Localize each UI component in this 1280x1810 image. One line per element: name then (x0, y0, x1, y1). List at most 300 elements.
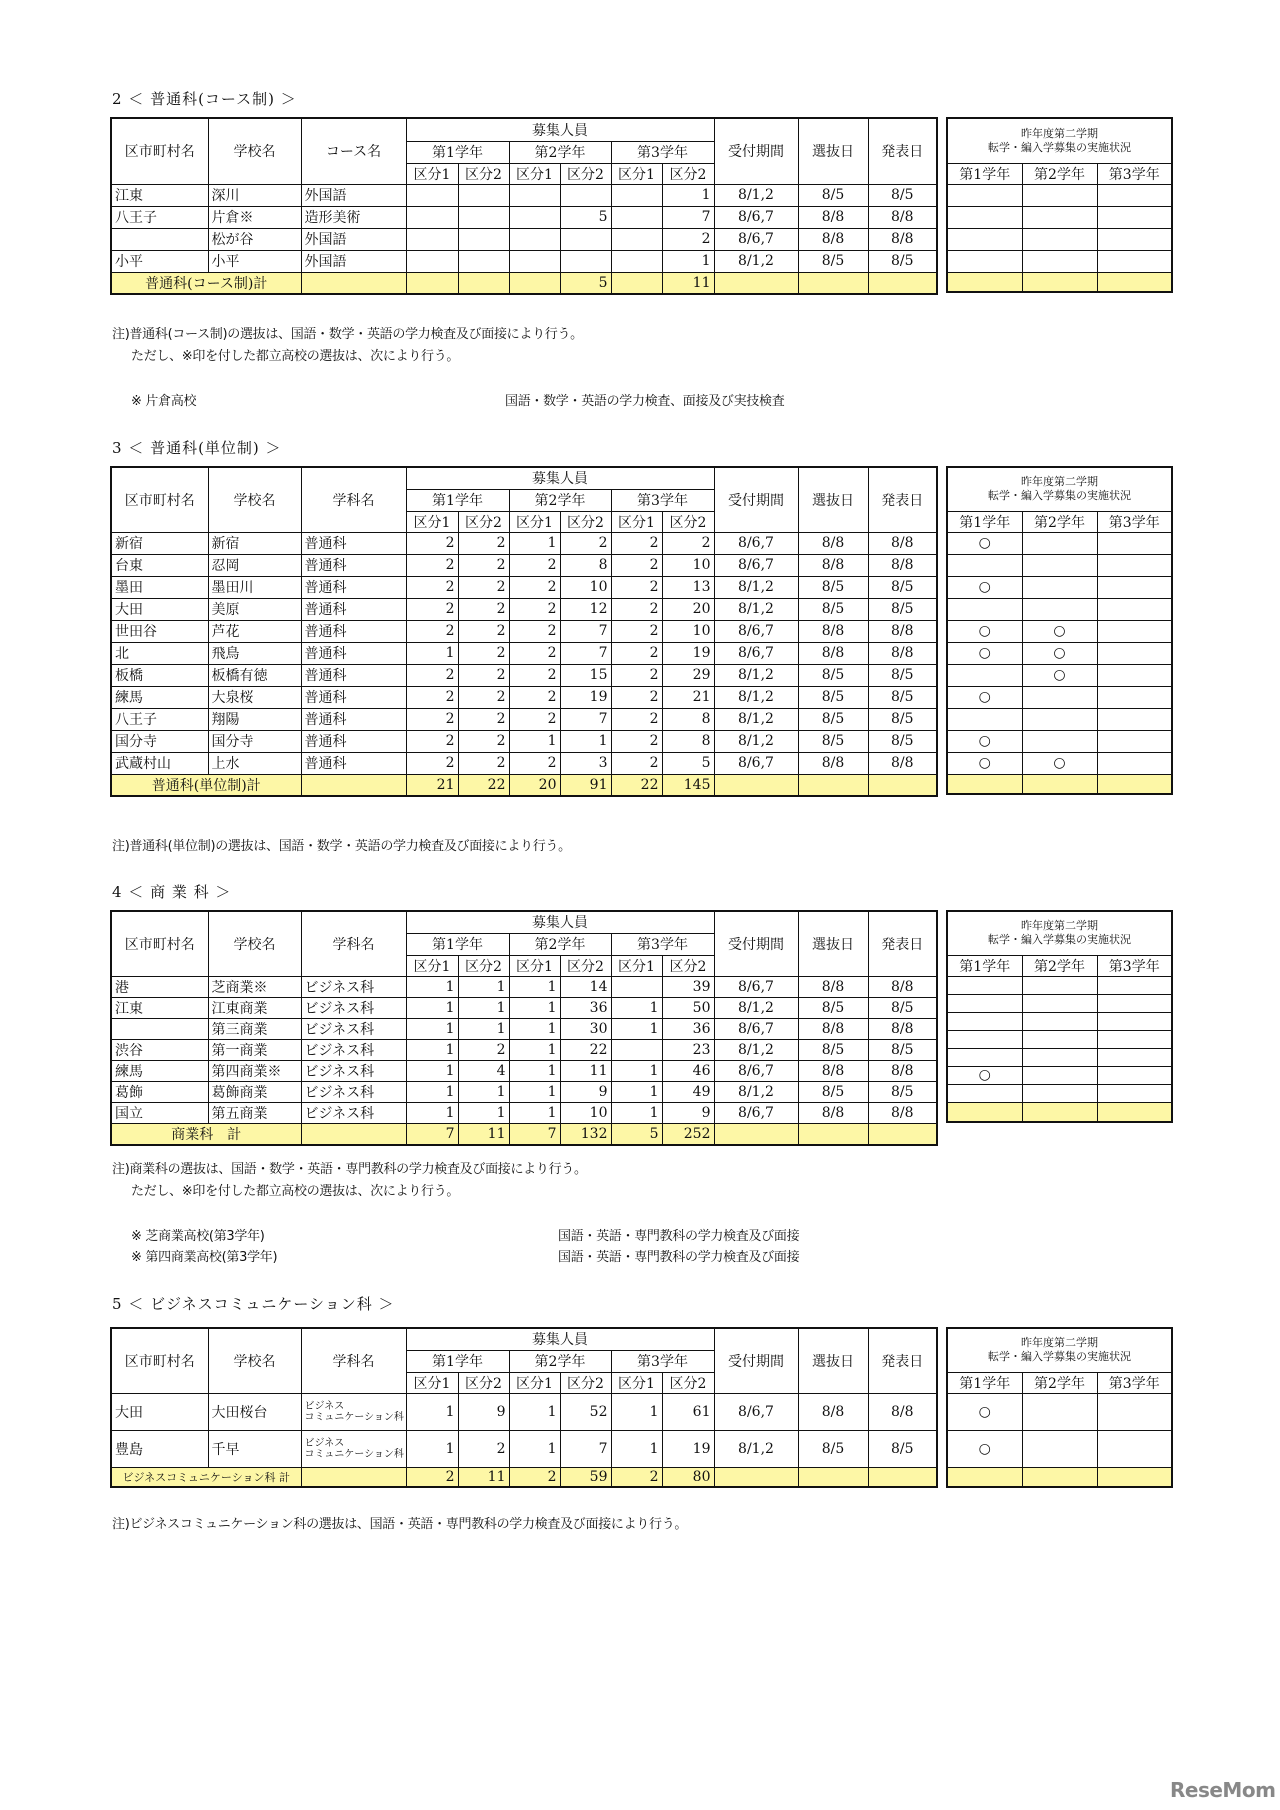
header-kubun1: 区分1 (406, 1372, 458, 1393)
total-blank (868, 1467, 937, 1487)
header-municipality: 区市町村名 (111, 118, 208, 184)
status-mark (1022, 1084, 1097, 1102)
cell-reception: 8/1,2 (714, 997, 798, 1018)
header-dept: 学科名 (301, 911, 406, 976)
cell-count: 2 (406, 686, 458, 708)
cell-count: 36 (560, 997, 611, 1018)
cell-municipality: 台東 (111, 554, 208, 576)
cell-count (406, 228, 458, 250)
header-grade1: 第1学年 (947, 1372, 1022, 1393)
cell-count: 12 (560, 598, 611, 620)
cell-school: 芝商業※ (208, 976, 301, 997)
status-mark: ○ (947, 576, 1022, 598)
header-municipality: 区市町村名 (111, 467, 208, 532)
status-mark (947, 184, 1022, 206)
status-mark (947, 206, 1022, 228)
total-blank (1022, 1102, 1097, 1122)
status-mark (947, 976, 1022, 994)
status-mark (1022, 598, 1097, 620)
header-recruit: 募集人員 (406, 118, 714, 141)
cell-selection: 8/5 (798, 1039, 868, 1060)
cell-count: 1 (509, 1393, 560, 1430)
table-row (111, 708, 937, 730)
cell-selection: 8/5 (798, 250, 868, 272)
cell-count (509, 184, 560, 206)
cell-count: 2 (406, 532, 458, 554)
status-mark (1097, 1430, 1172, 1467)
status-mark (1097, 994, 1172, 1012)
status-mark (1097, 184, 1172, 206)
dept-line: コミュニケーション科 (304, 1448, 404, 1460)
status-mark (1097, 1048, 1172, 1066)
status-table (946, 910, 1173, 1123)
status-total-row (947, 774, 1172, 794)
header-municipality: 区市町村名 (111, 911, 208, 976)
cell-count: 1 (406, 976, 458, 997)
status-mark (947, 994, 1022, 1012)
cell-count: 2 (509, 598, 560, 620)
status-row (947, 250, 1172, 272)
total-count: 22 (458, 774, 509, 796)
cell-count: 2 (406, 620, 458, 642)
cell-course: 普通科 (301, 598, 406, 620)
header-kubun1: 区分1 (509, 955, 560, 976)
total-blank (714, 272, 798, 294)
header-reception: 受付期間 (714, 911, 798, 976)
cell-count: 7 (560, 1430, 611, 1467)
total-count: 252 (662, 1123, 714, 1145)
status-mark (1097, 664, 1172, 686)
cell-count: 1 (458, 976, 509, 997)
cell-count: 2 (611, 576, 662, 598)
cell-municipality (111, 228, 208, 250)
cell-reception: 8/6,7 (714, 1018, 798, 1039)
cell-announce: 8/8 (868, 976, 937, 997)
header-school: 学校名 (208, 1328, 301, 1393)
table-row (111, 206, 937, 228)
status-row (947, 730, 1172, 752)
header-school: 学校名 (208, 467, 301, 532)
cell-count: 2 (509, 620, 560, 642)
header-grade3: 第3学年 (1097, 1372, 1172, 1393)
cell-count: 1 (406, 997, 458, 1018)
cell-count: 2 (509, 642, 560, 664)
header-kubun2: 区分2 (458, 163, 509, 184)
header-selection: 選抜日 (798, 118, 868, 184)
cell-count: 1 (509, 1081, 560, 1102)
cell-count: 2 (611, 708, 662, 730)
header-kubun1: 区分1 (406, 511, 458, 532)
cell-selection: 8/5 (798, 576, 868, 598)
cell-count: 1 (458, 1018, 509, 1039)
status-mark (1097, 730, 1172, 752)
cell-count: 1 (406, 1393, 458, 1430)
cell-course: 普通科 (301, 642, 406, 664)
cell-municipality: 葛飾 (111, 1081, 208, 1102)
total-blank (301, 1123, 406, 1145)
cell-announce: 8/5 (868, 576, 937, 598)
header-selection: 選抜日 (798, 1328, 868, 1393)
cell-course: ビジネス科 (301, 1060, 406, 1081)
cell-school: 上水 (208, 752, 301, 774)
total-blank (301, 272, 406, 294)
header-announce: 発表日 (868, 1328, 937, 1393)
status-total-row (947, 1467, 1172, 1487)
cell-announce: 8/5 (868, 997, 937, 1018)
header-school: 学校名 (208, 118, 301, 184)
total-row (111, 272, 937, 294)
status-mark: ○ (947, 752, 1022, 774)
status-mark (947, 1084, 1022, 1102)
cell-count: 20 (662, 598, 714, 620)
cell-course: 普通科 (301, 576, 406, 598)
cell-school: 松が谷 (208, 228, 301, 250)
cell-count: 1 (458, 1102, 509, 1123)
status-mark (1097, 1393, 1172, 1430)
cell-announce: 8/8 (868, 642, 937, 664)
status-mark (1097, 976, 1172, 994)
header-kubun2: 区分2 (458, 511, 509, 532)
table-row (111, 752, 937, 774)
cell-count: 2 (458, 576, 509, 598)
cell-announce: 8/8 (868, 1393, 937, 1430)
header-status: 昨年度第二学期 転学・編入学募集の実施状況 (947, 911, 1172, 955)
header-kubun2: 区分2 (560, 1372, 611, 1393)
cell-count: 2 (509, 664, 560, 686)
total-count: 80 (662, 1467, 714, 1487)
cell-municipality: 渋谷 (111, 1039, 208, 1060)
header-kubun2: 区分2 (662, 163, 714, 184)
status-row (947, 228, 1172, 250)
header-grade2: 第2学年 (509, 933, 611, 955)
status-mark (1097, 686, 1172, 708)
recruitment-table (110, 117, 938, 295)
header-grade3: 第3学年 (611, 489, 714, 511)
cell-count: 2 (509, 686, 560, 708)
cell-course: 普通科 (301, 532, 406, 554)
status-mark (1097, 532, 1172, 554)
cell-municipality: 豊島 (111, 1430, 208, 1467)
status-row (947, 976, 1172, 994)
total-blank (947, 774, 1022, 794)
cell-school: 江東商業 (208, 997, 301, 1018)
cell-count: 1 (406, 1081, 458, 1102)
cell-municipality: 練馬 (111, 686, 208, 708)
total-blank (947, 1102, 1022, 1122)
cell-count (509, 206, 560, 228)
table-row (111, 686, 937, 708)
header-recruit: 募集人員 (406, 911, 714, 933)
header-announce: 発表日 (868, 911, 937, 976)
total-blank (1097, 272, 1172, 292)
cell-count: 23 (662, 1039, 714, 1060)
cell-count (611, 1039, 662, 1060)
status-row (947, 1012, 1172, 1030)
cell-selection: 8/5 (798, 664, 868, 686)
cell-course: 造形美術 (301, 206, 406, 228)
cell-count: 50 (662, 997, 714, 1018)
total-count: 11 (662, 272, 714, 294)
cell-count: 2 (560, 532, 611, 554)
cell-count: 2 (611, 532, 662, 554)
cell-count: 52 (560, 1393, 611, 1430)
resemom-logo: ReseMom (1170, 1778, 1276, 1802)
cell-count: 2 (458, 642, 509, 664)
status-mark (1097, 598, 1172, 620)
cell-reception: 8/6,7 (714, 206, 798, 228)
cell-municipality: 練馬 (111, 1060, 208, 1081)
cell-course: 普通科 (301, 554, 406, 576)
cell-count: 2 (458, 752, 509, 774)
cell-reception: 8/1,2 (714, 664, 798, 686)
cell-count: 1 (509, 1018, 560, 1039)
cell-count: 10 (662, 620, 714, 642)
cell-school: 板橋有徳 (208, 664, 301, 686)
status-row (947, 664, 1172, 686)
cell-announce: 8/8 (868, 228, 937, 250)
cell-reception: 8/6,7 (714, 1060, 798, 1081)
table-row (111, 1430, 937, 1467)
cell-selection: 8/8 (798, 554, 868, 576)
cell-count: 2 (406, 752, 458, 774)
cell-count: 1 (406, 1430, 458, 1467)
cell-count: 2 (458, 730, 509, 752)
cell-school: 忍岡 (208, 554, 301, 576)
total-blank (868, 774, 937, 796)
cell-count (611, 184, 662, 206)
status-mark: ○ (947, 730, 1022, 752)
status-row (947, 1048, 1172, 1066)
status-mark (1097, 228, 1172, 250)
header-grade1: 第1学年 (947, 955, 1022, 976)
total-blank (868, 272, 937, 294)
status-mark: ○ (1022, 752, 1097, 774)
cell-count: 1 (406, 1018, 458, 1039)
total-count: 2 (611, 1467, 662, 1487)
cell-count: 2 (509, 708, 560, 730)
header-grade3: 第3学年 (1097, 955, 1172, 976)
header-dept: 学科名 (301, 467, 406, 532)
cell-count: 46 (662, 1060, 714, 1081)
cell-selection: 8/5 (798, 708, 868, 730)
header-grade3: 第3学年 (611, 1350, 714, 1372)
header-announce: 発表日 (868, 118, 937, 184)
cell-count: 1 (509, 1102, 560, 1123)
table-row (111, 228, 937, 250)
table-row (111, 664, 937, 686)
table-row (111, 976, 937, 997)
cell-count: 1 (509, 1430, 560, 1467)
cell-course: ビジネス科 (301, 976, 406, 997)
status-mark: ○ (947, 1393, 1022, 1430)
status-mark (1022, 184, 1097, 206)
status-mark (1097, 708, 1172, 730)
status-row (947, 532, 1172, 554)
cell-announce: 8/8 (868, 752, 937, 774)
table-row (111, 1039, 937, 1060)
status-mark (1022, 730, 1097, 752)
status-mark (1097, 576, 1172, 598)
header-kubun1: 区分1 (509, 511, 560, 532)
cell-count: 2 (611, 554, 662, 576)
status-row (947, 1030, 1172, 1048)
cell-reception: 8/6,7 (714, 752, 798, 774)
status-mark (1097, 554, 1172, 576)
cell-course: 普通科 (301, 752, 406, 774)
status-mark (1022, 206, 1097, 228)
note: 注)普通科(単位制)の選抜は、国語・数学・英語の学力検査及び面接により行う。 (112, 839, 571, 854)
total-blank (1097, 1467, 1172, 1487)
cell-reception: 8/1,2 (714, 730, 798, 752)
status-mark: ○ (947, 1430, 1022, 1467)
status-mark (947, 1012, 1022, 1030)
cell-count: 1 (509, 730, 560, 752)
cell-course: 普通科 (301, 730, 406, 752)
cell-count: 19 (662, 642, 714, 664)
status-mark (947, 250, 1022, 272)
cell-count: 1 (406, 1039, 458, 1060)
status-mark (947, 708, 1022, 730)
cell-municipality: 北 (111, 642, 208, 664)
status-mark (947, 598, 1022, 620)
status-mark (947, 664, 1022, 686)
total-blank (301, 774, 406, 796)
cell-count: 2 (458, 1430, 509, 1467)
total-count: 22 (611, 774, 662, 796)
total-count: 20 (509, 774, 560, 796)
cell-course: 普通科 (301, 664, 406, 686)
cell-count: 1 (611, 1430, 662, 1467)
table-row (111, 620, 937, 642)
cell-count: 2 (458, 554, 509, 576)
cell-reception: 8/6,7 (714, 228, 798, 250)
cell-school: 大田桜台 (208, 1393, 301, 1430)
cell-count: 2 (458, 1039, 509, 1060)
cell-count (560, 228, 611, 250)
cell-announce: 8/5 (868, 250, 937, 272)
cell-count: 1 (611, 1018, 662, 1039)
status-table (946, 466, 1173, 795)
status-row (947, 184, 1172, 206)
cell-count: 5 (560, 206, 611, 228)
note: ただし、※印を付した都立高校の選抜は、次により行う。 (131, 1184, 460, 1199)
cell-count (611, 976, 662, 997)
status-row (947, 1084, 1172, 1102)
total-count: 7 (406, 1123, 458, 1145)
status-table (946, 1327, 1173, 1488)
cell-count: 1 (509, 532, 560, 554)
status-mark: ○ (947, 620, 1022, 642)
special-method: 国語・英語・専門教科の学力検査及び面接 (558, 1229, 800, 1244)
section-title: 2 ＜ 普通科(コース制) ＞ (112, 90, 297, 108)
cell-selection: 8/8 (798, 206, 868, 228)
cell-course: ビジネス科 (301, 997, 406, 1018)
status-mark (1022, 1030, 1097, 1048)
status-mark (1022, 554, 1097, 576)
header-selection: 選抜日 (798, 911, 868, 976)
cell-count (509, 250, 560, 272)
cell-count: 2 (406, 598, 458, 620)
status-mark (1022, 1430, 1097, 1467)
cell-municipality: 新宿 (111, 532, 208, 554)
cell-announce: 8/8 (868, 554, 937, 576)
header-kubun1: 区分1 (611, 511, 662, 532)
cell-announce: 8/8 (868, 1102, 937, 1123)
cell-school: 深川 (208, 184, 301, 206)
cell-selection: 8/5 (798, 686, 868, 708)
header-kubun1: 区分1 (406, 163, 458, 184)
cell-municipality: 江東 (111, 997, 208, 1018)
cell-reception: 8/1,2 (714, 598, 798, 620)
cell-selection: 8/8 (798, 228, 868, 250)
cell-municipality: 大田 (111, 598, 208, 620)
cell-count: 29 (662, 664, 714, 686)
status-mark (1097, 642, 1172, 664)
header-kubun1: 区分1 (611, 1372, 662, 1393)
header-kubun1: 区分1 (509, 163, 560, 184)
cell-announce: 8/5 (868, 1081, 937, 1102)
cell-school: 美原 (208, 598, 301, 620)
cell-announce: 8/8 (868, 206, 937, 228)
total-count (458, 272, 509, 294)
cell-school: 翔陽 (208, 708, 301, 730)
cell-course: ビジネス科 (301, 1102, 406, 1123)
cell-school: 墨田川 (208, 576, 301, 598)
status-row (947, 752, 1172, 774)
cell-count: 1 (509, 1039, 560, 1060)
header-kubun2: 区分2 (662, 955, 714, 976)
cell-count: 2 (611, 598, 662, 620)
cell-municipality: 大田 (111, 1393, 208, 1430)
recruitment-table (110, 1327, 938, 1488)
cell-count: 9 (458, 1393, 509, 1430)
header-course: コース名 (301, 118, 406, 184)
section-title: 4 ＜ 商 業 科 ＞ (112, 883, 232, 901)
status-mark: ○ (1022, 642, 1097, 664)
cell-count (611, 228, 662, 250)
status-mark (1022, 576, 1097, 598)
cell-count: 8 (560, 554, 611, 576)
table-row (111, 642, 937, 664)
status-row (947, 206, 1172, 228)
total-blank (798, 272, 868, 294)
cell-count: 11 (560, 1060, 611, 1081)
cell-municipality: 国立 (111, 1102, 208, 1123)
cell-selection: 8/5 (798, 1430, 868, 1467)
header-kubun2: 区分2 (662, 511, 714, 532)
cell-selection: 8/5 (798, 1081, 868, 1102)
total-count: 2 (406, 1467, 458, 1487)
note: 注)普通科(コース制)の選抜は、国語・数学・英語の学力検査及び面接により行う。 (112, 327, 583, 342)
total-count: 7 (509, 1123, 560, 1145)
cell-selection: 8/8 (798, 976, 868, 997)
header-status: 昨年度第二学期 転学・編入学募集の実施状況 (947, 467, 1172, 511)
table-row (111, 250, 937, 272)
status-mark (947, 554, 1022, 576)
total-row (111, 774, 937, 796)
cell-announce: 8/8 (868, 1060, 937, 1081)
cell-count: 9 (662, 1102, 714, 1123)
status-mark (1097, 1084, 1172, 1102)
cell-count: 15 (560, 664, 611, 686)
total-blank (1022, 774, 1097, 794)
cell-count: 61 (662, 1393, 714, 1430)
status-table (946, 117, 1173, 293)
status-mark (1022, 976, 1097, 994)
status-row (947, 686, 1172, 708)
status-mark (1097, 752, 1172, 774)
cell-school: 第四商業※ (208, 1060, 301, 1081)
